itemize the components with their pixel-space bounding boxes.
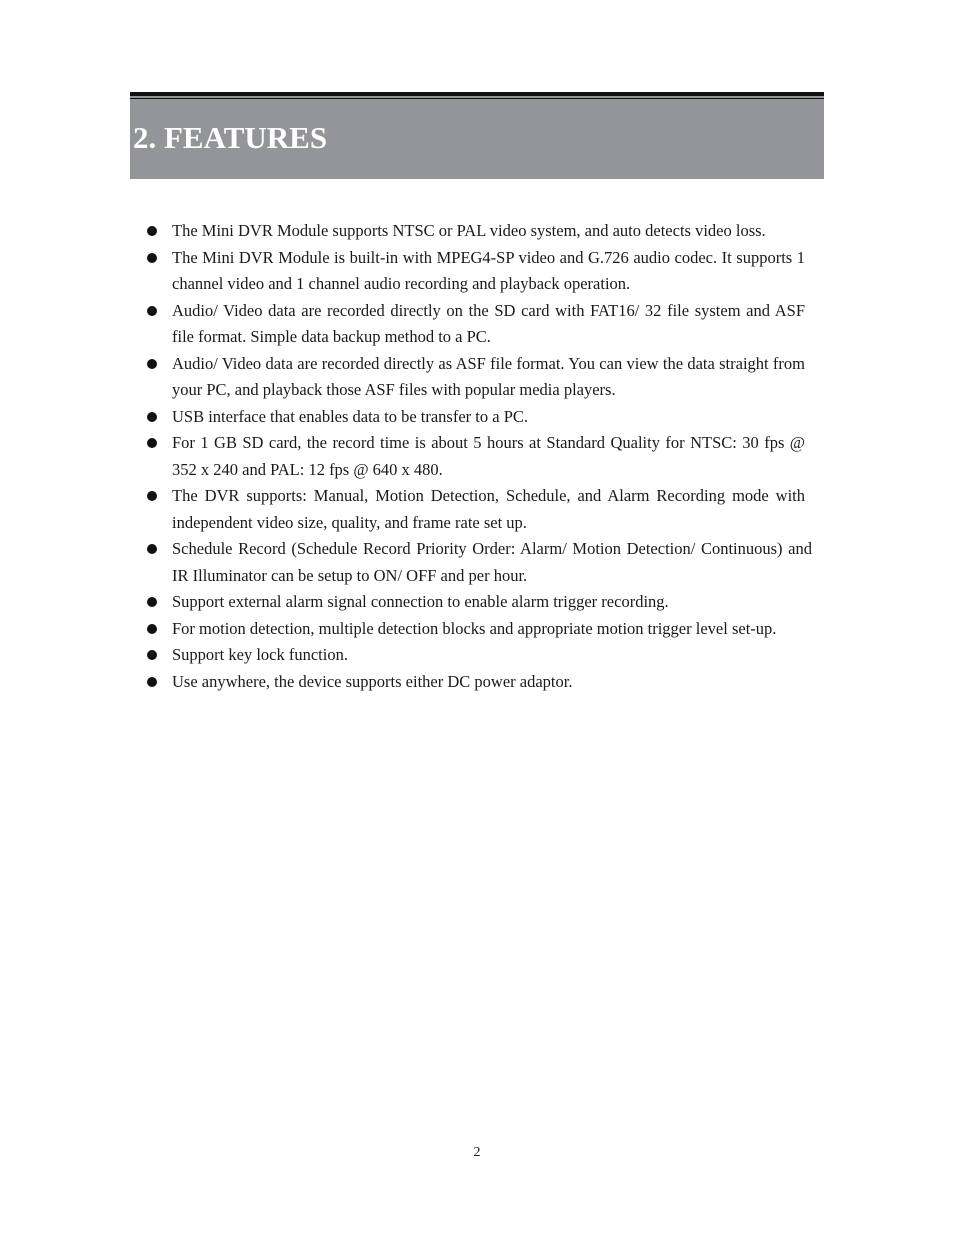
feature-item bbox=[144, 642, 812, 669]
section-header bbox=[130, 92, 824, 179]
feature-item bbox=[144, 218, 812, 245]
bullet-icon bbox=[147, 650, 157, 660]
feature-item bbox=[144, 669, 812, 696]
feature-item bbox=[144, 483, 812, 536]
feature-item bbox=[144, 589, 812, 616]
bullet-icon bbox=[147, 624, 157, 634]
feature-text: Support external alarm signal connection to enable alarm trigger recording. bbox=[172, 592, 669, 611]
bullet-icon bbox=[147, 306, 157, 316]
header-rule-thick bbox=[130, 92, 824, 96]
feature-item bbox=[144, 298, 812, 351]
feature-text: The Mini DVR Module supports NTSC or PAL video system, and auto detects video loss. bbox=[172, 221, 766, 240]
feature-text: Audio/ Video data are recorded directly on the SD card with FAT16/ 32 file system and ASF file format. Simple data backup method to a PC. bbox=[172, 300, 805, 346]
feature-item bbox=[144, 616, 812, 643]
feature-text: For motion detection, multiple detection blocks and appropriate motion trigger level set-up. bbox=[172, 618, 777, 638]
bullet-icon bbox=[147, 226, 157, 236]
feature-item bbox=[144, 430, 812, 483]
header-rule-thin bbox=[130, 98, 824, 99]
feature-item bbox=[144, 245, 812, 298]
section-title: 2. FEATURES bbox=[133, 120, 328, 155]
bullet-icon bbox=[147, 544, 157, 554]
bullet-icon bbox=[147, 491, 157, 501]
feature-text: Use anywhere, the device supports either DC power adaptor. bbox=[172, 671, 573, 691]
feature-text: Support key lock function. bbox=[172, 645, 348, 664]
bullet-icon bbox=[147, 677, 157, 687]
feature-text: Audio/ Video data are recorded directly as ASF file format. You can view the data straight from your PC, and playback those ASF files with popular media players. bbox=[172, 353, 805, 399]
bullet-icon bbox=[147, 412, 157, 422]
feature-text: The Mini DVR Module is built-in with MPEG4-SP video and G.726 audio codec. It supports 1 channel video and 1 channel audio recording and playback operation. bbox=[172, 247, 805, 293]
feature-item bbox=[144, 351, 812, 404]
features-list bbox=[144, 218, 812, 695]
feature-text: For 1 GB SD card, the record time is about 5 hours at Standard Quality for NTSC: 30 fps @ 352 x 240 and PAL: 12 fps @ 640 x 480. bbox=[172, 433, 805, 479]
feature-item bbox=[144, 536, 812, 589]
page-number: 2 bbox=[473, 1145, 481, 1160]
feature-text: USB interface that enables data to be transfer to a PC. bbox=[172, 406, 529, 426]
feature-item bbox=[144, 404, 812, 431]
bullet-icon bbox=[147, 359, 157, 369]
bullet-icon bbox=[147, 438, 157, 448]
feature-text: Schedule Record (Schedule Record Priority Order: Alarm/ Motion Detection/ Continuous) and IR Illuminator can be setup to ON/ OFF and per hour. bbox=[172, 539, 812, 585]
bullet-icon bbox=[147, 253, 157, 263]
feature-text: The DVR supports: Manual, Motion Detection, Schedule, and Alarm Recording mode with independent video size, quality, and frame rate set up. bbox=[172, 486, 805, 532]
bullet-icon bbox=[147, 597, 157, 607]
